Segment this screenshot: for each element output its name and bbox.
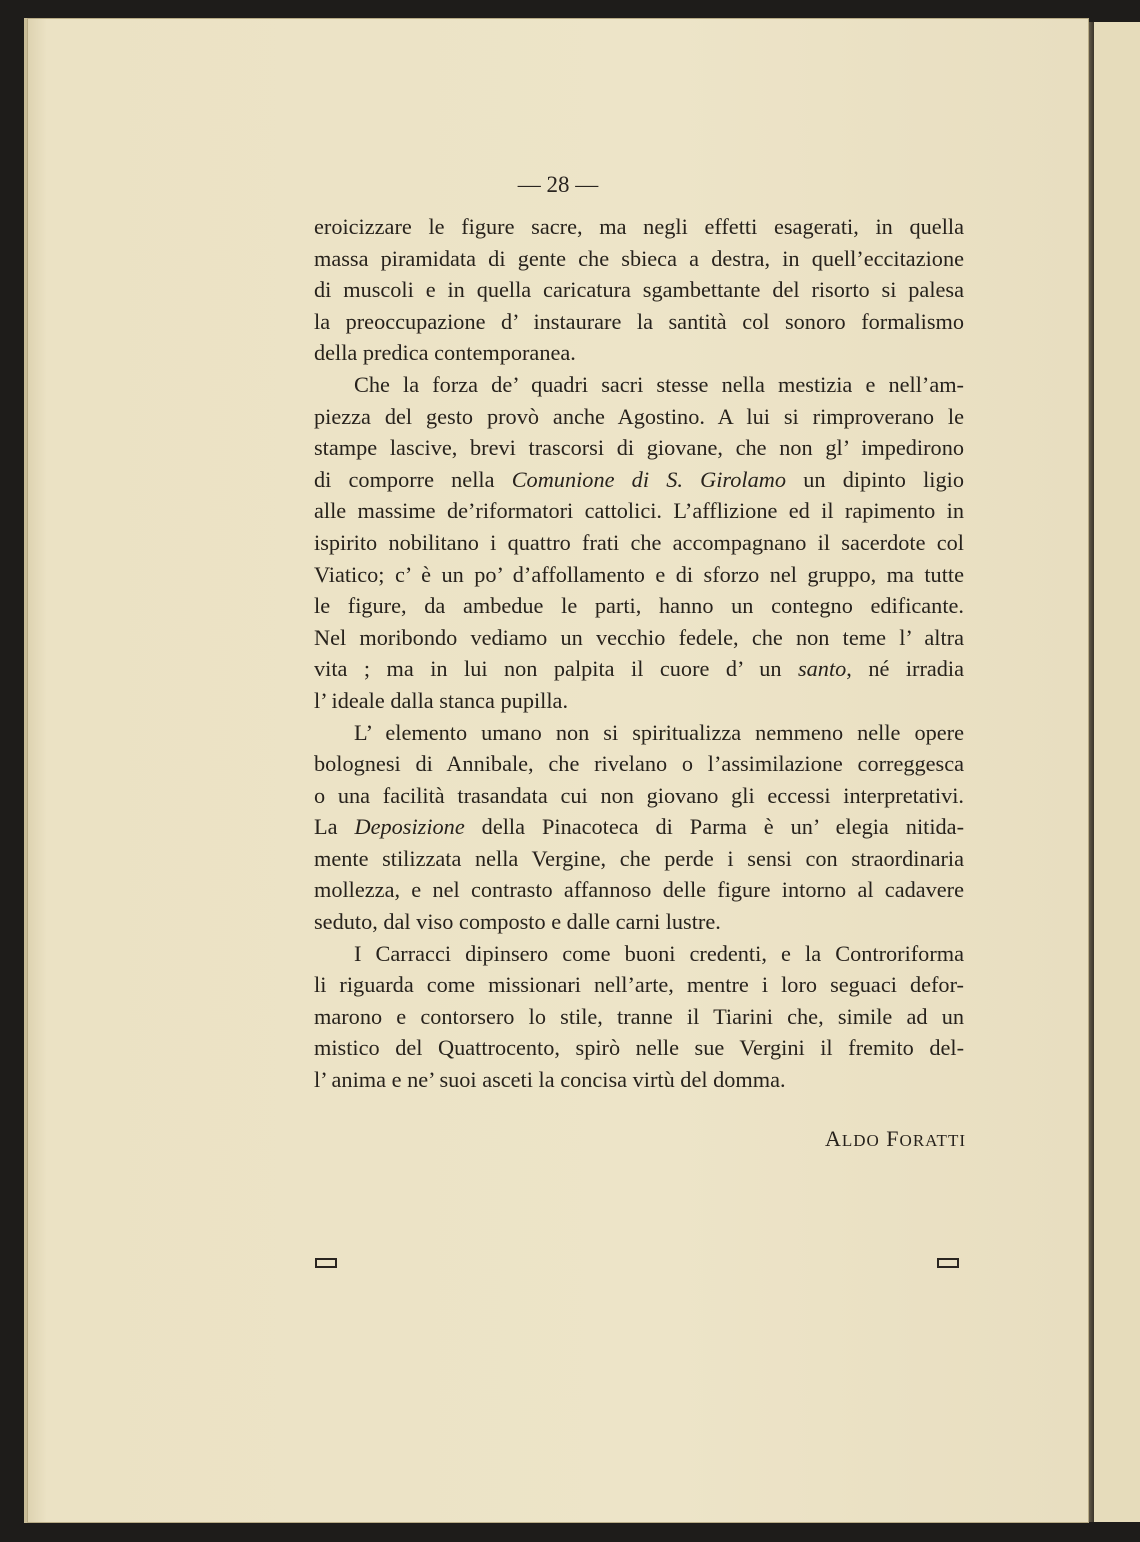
text-line: L’ elemento umano non si spiritualizza nemmeno nelle opere <box>354 719 964 745</box>
text-line: o una facilità trasandata cui non giovano gli eccessi interpretativi. <box>314 782 964 808</box>
text-line: Che la forza de’ quadri sacri stesse nella mestizia e nell’am- <box>354 371 964 397</box>
page-number: — 28 — <box>517 172 599 197</box>
text-fragment: un dipinto ligio <box>786 466 964 492</box>
text-line: bolognesi di Annibale, che rivelano o l’assimilazione correggesca <box>314 751 964 777</box>
text-fragment: della Pinacoteca di Parma è un’ elegia nitida- <box>464 814 964 840</box>
text-fragment: , né irradia <box>846 656 965 682</box>
end-ornament-left <box>315 1258 337 1268</box>
text-line <box>314 811 964 843</box>
text-line: marono e contorsero lo stile, tranne il Tiarini che, simile ad un <box>314 1003 964 1029</box>
text-line: mente stilizzata nella Vergine, che perde i sensi con straordinaria <box>314 845 964 871</box>
text-line: Nel moribondo vediamo un vecchio fedele, che non teme l’ altra <box>314 624 964 650</box>
text-line: massa piramidata di gente che sbieca a destra, in quell’eccitazione <box>314 245 964 271</box>
body-text <box>314 211 964 1096</box>
text-line: le figure, da ambedue le parti, hanno un contegno edificante. <box>314 593 964 619</box>
paragraph-1 <box>314 211 964 369</box>
artwork-title: Deposizione <box>354 814 465 840</box>
text-line: piezza del gesto provò anche Agostino. A lui si rimproverano le <box>314 403 964 429</box>
signature-smallcaps: ORATTI <box>899 1131 966 1150</box>
signature-initial: F <box>886 1126 900 1151</box>
text-fragment: vita ; ma in lui non palpita il cuore d’ un <box>314 656 798 682</box>
text-line: l’ ideale dalla stanca pupilla. <box>314 687 569 713</box>
text-line: mollezza, e nel contrasto affannoso delle figure intorno al cadavere <box>314 877 964 903</box>
text-line: seduto, dal viso composto e dalle carni lustre. <box>314 909 721 935</box>
text-line: alle massime de’riformatori cattolici. L’afflizione ed il rapimento in <box>314 498 964 524</box>
text-line: la preoccupazione d’ instaurare la santità col sonoro formalismo <box>314 308 964 334</box>
text-line: di muscoli e in quella caricatura sgambettante del risorto si palesa <box>314 277 964 303</box>
text-line: l’ anima e ne’ suoi asceti la concisa virtù del domma. <box>314 1067 786 1093</box>
text-fragment: di comporre nella <box>314 466 512 492</box>
text-line: stampe lascive, brevi trascorsi di giovane, che non gl’ impedirono <box>314 435 964 461</box>
book-page <box>24 18 1089 1523</box>
end-ornament-right <box>937 1258 959 1268</box>
text-line: eroicizzare le figure sacre, ma negli effetti esagerati, in quella <box>314 214 964 239</box>
signature-initial: A <box>824 1126 842 1151</box>
adjacent-page-edge <box>1092 22 1140 1522</box>
text-fragment: La <box>314 814 355 840</box>
paragraph-2 <box>314 369 964 717</box>
paragraph-3 <box>314 717 964 938</box>
artwork-title: Comunione di S. Girolamo <box>511 466 787 492</box>
signature-smallcaps: LDO <box>841 1131 880 1150</box>
text-line: li riguarda come missionari nell’arte, mentre i loro seguaci defor- <box>314 972 964 998</box>
text-line: ispirito nobilitano i quattro frati che accompagnano il sacerdote col <box>314 529 964 555</box>
text-line <box>314 653 964 685</box>
text-line: Viatico; c’ è un po’ d’affollamento e di sforzo nel gruppo, ma tutte <box>314 561 964 587</box>
author-signature <box>825 1126 966 1152</box>
text-line: della predica contemporanea. <box>314 340 576 366</box>
paragraph-4 <box>314 938 964 1096</box>
text-line: mistico del Quattrocento, spirò nelle sue Vergini il fremito del- <box>314 1035 964 1061</box>
emphasis-word: santo <box>797 656 847 682</box>
text-line <box>314 464 964 496</box>
text-line: I Carracci dipinsero come buoni credenti, e la Controriforma <box>354 940 964 966</box>
